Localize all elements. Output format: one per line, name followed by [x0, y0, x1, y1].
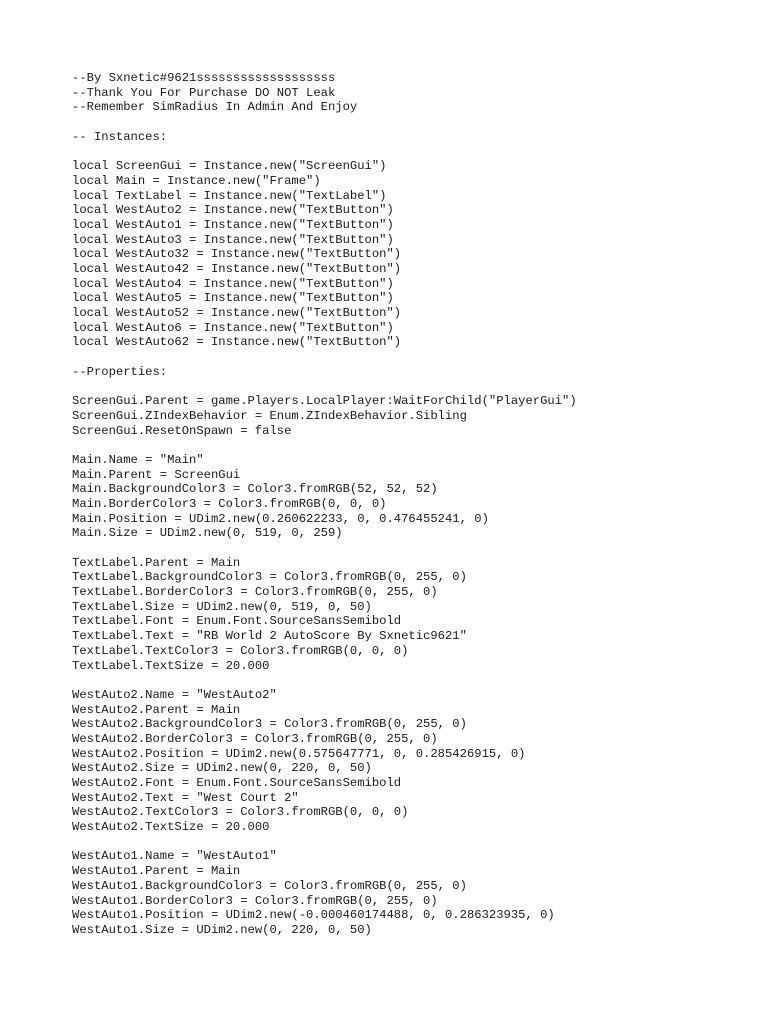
code-line: WestAuto2.Position = UDim2.new(0.575647771, 0, 0.285426915, 0)	[72, 746, 526, 761]
blank-line	[72, 673, 752, 688]
code-line: local WestAuto5 = Instance.new("TextButton")	[72, 291, 394, 306]
code-line: TextLabel.Size = UDim2.new(0, 519, 0, 50)	[72, 599, 372, 614]
code-line: Main.Parent = ScreenGui	[72, 467, 241, 482]
blank-line	[72, 350, 752, 365]
code-line: WestAuto1.Position = UDim2.new(-0.000460174488, 0, 0.286323935, 0)	[72, 908, 555, 923]
code-line: Main.Name = "Main"	[72, 452, 204, 467]
code-line: Main.Size = UDim2.new(0, 519, 0, 259)	[72, 526, 343, 541]
code-line: local Main = Instance.new("Frame")	[72, 173, 321, 188]
blank-line	[72, 115, 752, 130]
code-line: local WestAuto6 = Instance.new("TextButton")	[72, 320, 394, 335]
code-line: --Remember SimRadius In Admin And Enjoy	[72, 100, 358, 115]
blank-line	[72, 438, 752, 453]
code-line: TextLabel.BackgroundColor3 = Color3.fromRGB(0, 255, 0)	[72, 570, 467, 585]
code-line: WestAuto2.Font = Enum.Font.SourceSansSemibold	[72, 776, 402, 790]
code-line: WestAuto2.Name = "WestAuto2"	[72, 687, 277, 702]
code-line: --Properties:	[72, 364, 168, 379]
code-line: ScreenGui.Parent = game.Players.LocalPlayer:WaitForChild("PlayerGui")	[72, 394, 577, 409]
blank-line	[72, 144, 752, 159]
code-line: TextLabel.Text = "RB World 2 AutoScore By Sxnetic9621"	[72, 629, 467, 644]
code-line: WestAuto2.BorderColor3 = Color3.fromRGB(0, 255, 0)	[72, 731, 438, 746]
code-line: WestAuto1.Size = UDim2.new(0, 220, 0, 50)	[72, 922, 372, 937]
code-line: WestAuto1.BackgroundColor3 = Color3.fromRGB(0, 255, 0)	[72, 878, 467, 893]
code-line: TextLabel.TextSize = 20.000	[72, 658, 270, 673]
code-line: local WestAuto52 = Instance.new("TextButton")	[72, 306, 402, 320]
code-line: local WestAuto42 = Instance.new("TextButton")	[72, 261, 402, 276]
code-line: WestAuto1.Name = "WestAuto1"	[72, 849, 277, 864]
code-line: WestAuto2.TextColor3 = Color3.fromRGB(0, 0, 0)	[72, 805, 409, 820]
code-line: WestAuto2.BackgroundColor3 = Color3.fromRGB(0, 255, 0)	[72, 717, 467, 732]
code-line: TextLabel.BorderColor3 = Color3.fromRGB(0, 255, 0)	[72, 585, 438, 600]
code-line: local ScreenGui = Instance.new("ScreenGui")	[72, 159, 387, 174]
code-line: TextLabel.Parent = Main	[72, 555, 241, 570]
code-line: WestAuto2.Text = "West Court 2"	[72, 790, 299, 805]
code-line: ScreenGui.ResetOnSpawn = false	[72, 423, 292, 438]
blank-line	[72, 835, 752, 850]
code-line: WestAuto1.BorderColor3 = Color3.fromRGB(0, 255, 0)	[72, 893, 438, 908]
code-line: ScreenGui.ZIndexBehavior = Enum.ZIndexBehavior.Sibling	[72, 408, 467, 423]
code-line: -- Instances:	[72, 129, 168, 144]
code-line: local WestAuto2 = Instance.new("TextButton")	[72, 203, 394, 218]
code-listing	[72, 71, 752, 938]
code-line: WestAuto1.Parent = Main	[72, 864, 241, 879]
code-line: local WestAuto1 = Instance.new("TextButton")	[72, 217, 394, 232]
blank-line	[72, 541, 752, 556]
code-line: TextLabel.Font = Enum.Font.SourceSansSemibold	[72, 614, 402, 629]
code-line: Main.Position = UDim2.new(0.260622233, 0, 0.476455241, 0)	[72, 511, 489, 526]
code-line: Main.BorderColor3 = Color3.fromRGB(0, 0, 0)	[72, 496, 387, 511]
code-line: local WestAuto3 = Instance.new("TextButton")	[72, 232, 394, 247]
code-line: WestAuto2.TextSize = 20.000	[72, 820, 270, 835]
code-line: TextLabel.TextColor3 = Color3.fromRGB(0, 0, 0)	[72, 643, 409, 658]
code-line: --Thank You For Purchase DO NOT Leak	[72, 85, 336, 100]
code-line: WestAuto2.Parent = Main	[72, 702, 241, 717]
code-line: Main.BackgroundColor3 = Color3.fromRGB(52, 52, 52)	[72, 482, 438, 497]
code-line: local TextLabel = Instance.new("TextLabel")	[72, 188, 387, 203]
code-line: local WestAuto4 = Instance.new("TextButton")	[72, 276, 394, 291]
code-line: local WestAuto62 = Instance.new("TextButton")	[72, 335, 402, 350]
code-line: WestAuto2.Size = UDim2.new(0, 220, 0, 50)	[72, 761, 372, 776]
code-line: --By Sxnetic#9621sssssssssssssssssss	[72, 71, 336, 85]
code-line: local WestAuto32 = Instance.new("TextButton")	[72, 247, 402, 262]
blank-line	[72, 379, 752, 394]
